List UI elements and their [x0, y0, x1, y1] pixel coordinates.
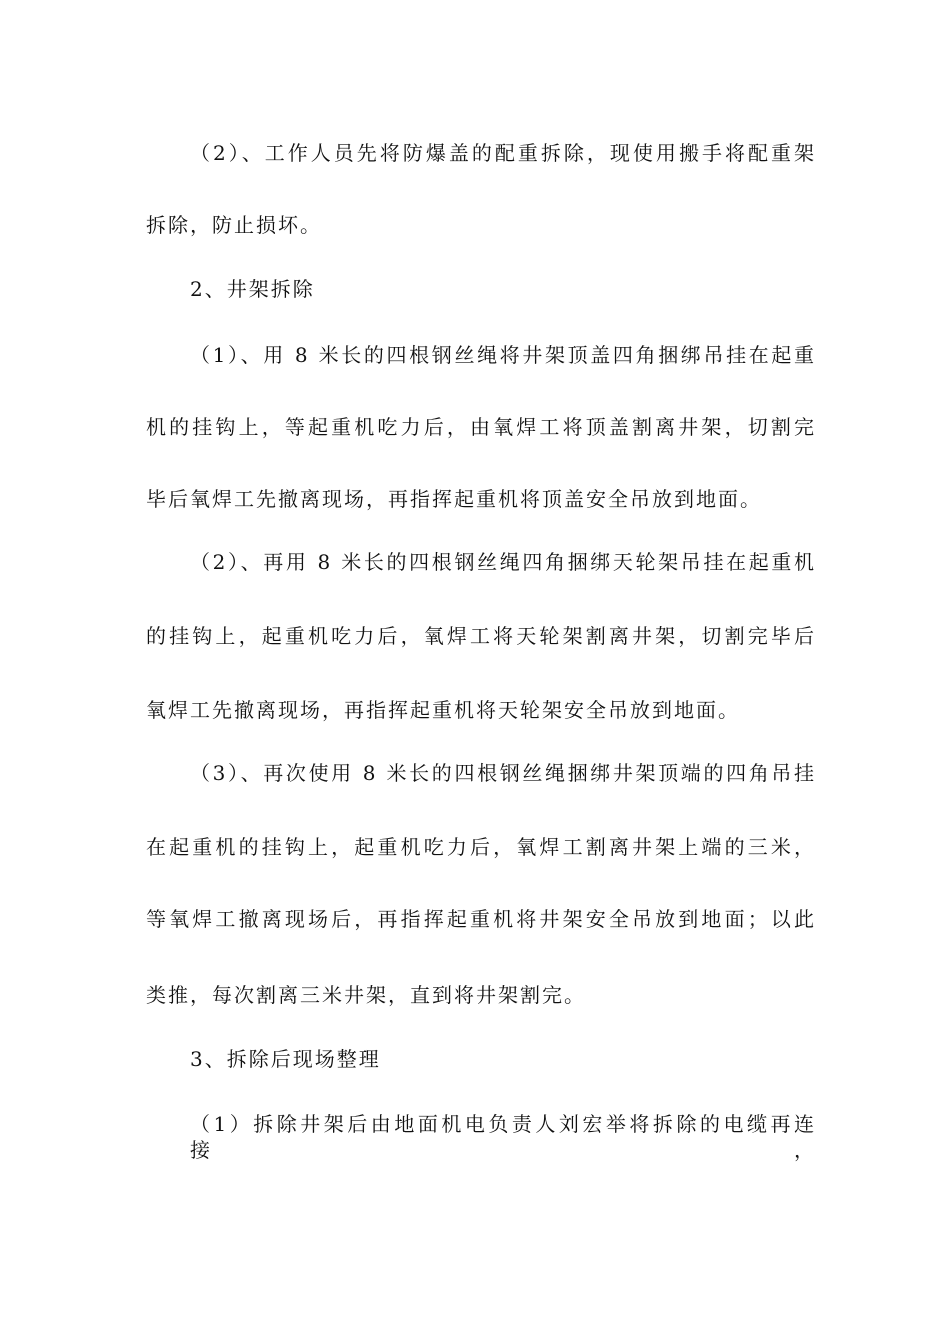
- paragraph-line-11: 等氧焊工撤离现场后，再指挥起重机将井架安全吊放到地面；以此: [146, 907, 816, 931]
- section-heading-3: 3、拆除后现场整理: [190, 1047, 381, 1071]
- paragraph-line-9: （3）、再次使用 8 米长的四根钢丝绳捆绑井架顶端的四角吊挂: [190, 761, 816, 785]
- paragraph-line-7: 的挂钩上，起重机吃力后，氧焊工将天轮架割离井架，切割完毕后: [146, 624, 816, 648]
- paragraph-line-6: （2）、再用 8 米长的四根钢丝绳四角捆绑天轮架吊挂在起重机: [190, 550, 816, 574]
- paragraph-line-2: 拆除，防止损坏。: [146, 213, 322, 237]
- paragraph-line-4: 机的挂钩上，等起重机吃力后，由氧焊工将顶盖割离井架，切割完: [146, 415, 816, 439]
- paragraph-line-1: （2）、工作人员先将防爆盖的配重拆除，现使用搬手将配重架: [190, 141, 816, 165]
- paragraph-line-5: 毕后氧焊工先撤离现场，再指挥起重机将顶盖安全吊放到地面。: [146, 487, 762, 511]
- paragraph-line-8: 氧焊工先撤离现场，再指挥起重机将天轮架安全吊放到地面。: [146, 698, 740, 722]
- paragraph-line-10: 在起重机的挂钩上，起重机吃力后，氧焊工割离井架上端的三米，: [146, 835, 816, 859]
- paragraph-line-12: 类推，每次割离三米井架，直到将井架割完。: [146, 983, 586, 1007]
- section-heading-2: 2、井架拆除: [190, 277, 315, 301]
- paragraph-line-3: （1）、用 8 米长的四根钢丝绳将井架顶盖四角捆绑吊挂在起重: [190, 343, 816, 367]
- paragraph-line-13: （1）拆除井架后由地面机电负责人刘宏举将拆除的电缆再连接，: [190, 1112, 816, 1162]
